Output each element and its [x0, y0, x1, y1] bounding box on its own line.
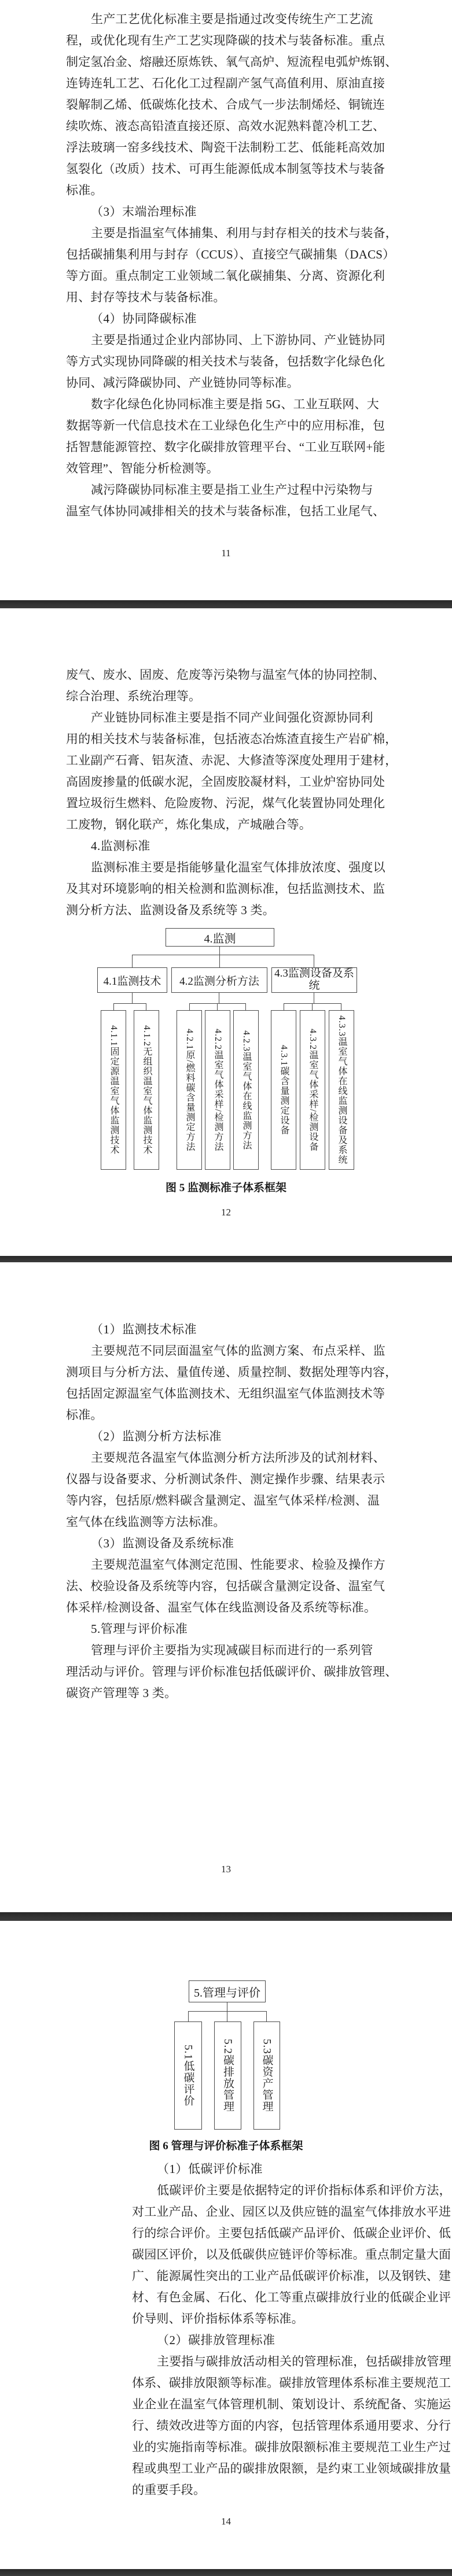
fig6-leaf-box: [174, 2021, 202, 2130]
connector-line: [219, 947, 220, 955]
text-line: 低碳评价主要是依据特定的评价指标体系和评价方法，: [157, 2183, 451, 2197]
fig6-leaf-label: 5.3碳资产管理: [260, 2039, 273, 2112]
fig5-leaf-label: 4.3.1碳含量测定设备: [279, 1045, 289, 1135]
text-line: 主要指与碳排放活动相关的管理标准，包括碳排放管理: [157, 2355, 451, 2368]
text-line: 废气、废水、固废、危废等污染物与温室气体的协同控制、: [66, 668, 385, 682]
text-line: 测分析方法、监测设备及系统等 3 类。: [66, 903, 275, 917]
text-line: 工废物，钢化联产，炼化集成，产城融合等。: [66, 818, 311, 831]
text-line: 减污降碳协同标准主要是指工业生产过程中污染物与: [91, 483, 373, 497]
text-line: 等内容，包括原/燃料碳含量测定、温室气体采样/检测、温: [66, 1494, 380, 1507]
page-number: 13: [221, 1864, 231, 1875]
text-line: 行、绩效改进等方面的内容，包括管理体系通用要求、分行: [132, 2419, 451, 2433]
connector-line: [219, 955, 220, 967]
text-line: 数据等新一代信息技术在工业绿色化生产中的应用标准，包: [66, 419, 385, 433]
text-line: 氢裂化（改质）技术、可再生能源低成本制氢等技术与装备: [66, 162, 385, 176]
page-13: [0, 1262, 452, 1912]
text-line: 数字化绿色化协同标准主要是指 5G、工业互联网、大: [91, 397, 379, 411]
text-line: 综合治理、系统治理等。: [66, 689, 201, 703]
text-line: 理活动与评价。管理与评价标准包括低碳评价、碳排放管理、: [66, 1665, 398, 1679]
connector-line: [188, 2011, 267, 2012]
page-14-text: [132, 2159, 452, 2501]
text-line: 包括固定源温室气体监测技术、无组织温室气体监测技术等: [66, 1387, 385, 1400]
page-separator: [0, 1912, 452, 1921]
text-line: 主要规范温室气体测定范围、性能要求、检验及操作方: [91, 1558, 385, 1572]
text-line: 监测标准主要是指能够量化温室气体排放浓度、强度以: [91, 860, 385, 874]
fig5-leaf-label: 4.3.3温室气体在线监测设备及系统: [337, 1015, 347, 1165]
text-line: （3）末端治理标准: [91, 205, 197, 219]
page-separator: [0, 1256, 452, 1262]
text-line: 浮法玻璃一窑多线技术、陶瓷干法制粉工艺、低能耗高效加: [66, 141, 385, 154]
text-line: 业企业在温室气体管理机制、策划设计、系统配备、实施运: [132, 2397, 451, 2411]
text-line: 主要是指温室气体捕集、利用与封存相关的技术与装备，: [91, 226, 398, 240]
fig5-leaf-label: 4.2.2温室气体采样/检测方法: [213, 1028, 223, 1152]
page-11-text: [66, 0, 398, 522]
figure-5-caption: 图 5 监测标准子体系框架: [165, 1182, 286, 1194]
fig5-root-box: 4.监测: [166, 928, 274, 947]
fig5-leaf-box: [134, 1010, 159, 1170]
text-line: 5.管理与评价标准: [91, 1622, 188, 1636]
connector-line: [284, 1003, 341, 1004]
page-separator: [0, 600, 452, 608]
text-line: （4）协同降碳标准: [91, 312, 197, 326]
text-line: （1）监测技术标准: [91, 1322, 197, 1336]
text-line: 室气体在线监测等方法标准。: [66, 1515, 226, 1529]
text-line: 材、有色金属、石化、化工等重点碳排放行业的低碳企业评: [132, 2290, 451, 2304]
text-line: （1）低碳评价标准: [157, 2162, 263, 2176]
text-line: 测项目与分析方法、量值传递、质量控制、数据处理等内容，: [66, 1365, 398, 1379]
text-line: 主要规范各温室气体监测分析方法所涉及的试剂材料、: [91, 1451, 385, 1465]
text-line: 高固废掺量的低碳水泥，全固废胶凝材料，工业炉窑协同处: [66, 775, 385, 789]
text-line: 温室气体协同减排相关的技术与装备标准，包括工业尾气、: [66, 504, 385, 518]
page-12-text: [66, 608, 398, 921]
fig6-root-box: 5.管理与评价: [189, 1980, 266, 2002]
connector-line: [217, 1003, 218, 1010]
text-line: 体系、碳排放限额等标准。碳排放管理体系标准主要规范工: [132, 2376, 451, 2390]
fig6-leaf-box: [253, 2021, 280, 2130]
text-line: （2）监测分析方法标准: [91, 1429, 222, 1443]
text-line: 协同、减污降碳协同、产业链协同等标准。: [66, 376, 299, 390]
connector-line: [113, 1003, 146, 1004]
figure-5-monitoring-tree: [0, 928, 452, 1170]
connector-line: [266, 2011, 267, 2021]
fig5-leaf-box: [205, 1010, 230, 1170]
fig5-leaf-box: [101, 1010, 126, 1170]
connector-line: [245, 1003, 246, 1010]
text-line: 标准。: [66, 183, 103, 197]
text-line: （3）监测设备及系统标准: [91, 1536, 234, 1550]
page-12: [0, 608, 452, 1256]
fig5-leaf-box: [271, 1010, 296, 1170]
fig5-leaf-label: 4.1.1固定源温室气体监测技术: [109, 1025, 119, 1155]
fig5-leaf-label: 4.1.2无组织温室气体监测技术: [142, 1025, 152, 1155]
page-11: [0, 0, 452, 600]
page-14: [0, 1921, 452, 2569]
text-line: 产业链协同标准主要是指不同产业间强化资源协同利: [91, 711, 373, 725]
fig5-leaf-label: 4.2.1原/燃料碳含量测定方法: [185, 1028, 194, 1152]
text-line: 仪器与设备要求、分析测试条件、测定操作步骤、结果表示: [66, 1472, 385, 1486]
text-line: 主要规范不同层面温室气体的监测方案、布点采样、监: [91, 1344, 385, 1358]
page-number: 14: [221, 2516, 231, 2527]
fig5-leaf-box: [177, 1010, 202, 1170]
text-line: 体采样/检测设备、温室气体在线监测设备及系统等标准。: [66, 1601, 377, 1614]
text-line: 管理与评价主要指为实现减碳目标而进行的一系列管: [91, 1643, 373, 1657]
connector-line: [132, 955, 133, 967]
page-13-text: [66, 1262, 398, 1704]
connector-line: [189, 1003, 190, 1010]
page-number: 12: [221, 1207, 231, 1218]
fig5-leaf-box: [233, 1010, 259, 1170]
connector-line: [113, 1003, 114, 1010]
text-line: 程或典型工业产品的碳排放限额，是约束工业领域碳排放量: [132, 2462, 451, 2475]
connector-line: [189, 1003, 246, 1004]
connector-line: [188, 2011, 189, 2021]
text-line: 价导则、评价指标体系等标准。: [132, 2312, 304, 2326]
text-line: 业的实施指南等标准。碳排放限额标准主要规范工业生产过: [132, 2440, 451, 2454]
text-line: 对工业产品、企业、园区以及供应链的温室气体排放水平进: [132, 2205, 451, 2219]
fig6-leaf-box: [214, 2021, 241, 2130]
text-line: （2）碳排放管理标准: [157, 2333, 275, 2347]
fig5-branch-box: 4.2监测分析方法: [171, 967, 267, 993]
figure-6-caption: 图 6 管理与评价标准子体系框架: [149, 2140, 303, 2152]
text-line: 工业副产石膏、铝灰渣、赤泥、大修渣等深度处理用于建材，: [66, 753, 398, 767]
text-line: 生产工艺优化标准主要是指通过改变传统生产工艺流: [91, 12, 373, 26]
fig5-branch-box: 4.1监测技术: [97, 967, 167, 993]
text-line: 的重要手段。: [132, 2483, 206, 2497]
text-line: 包括碳捕集利用与封存（CCUS）、直接空气碳捕集（DACS）: [66, 247, 395, 261]
text-line: 行的综合评价。主要包括低碳产品评价、低碳企业评价、低: [132, 2226, 451, 2240]
connector-line: [312, 1003, 313, 1010]
page-number: 11: [221, 548, 231, 559]
figure-6-management-tree: [0, 1980, 452, 2130]
fig5-leaf-box: [300, 1010, 325, 1170]
text-line: 用、封存等技术与装备标准。: [66, 290, 226, 304]
text-line: 括智慧能源管控、数字化碳排放管理平台、“工业互联网+能: [66, 440, 385, 454]
text-line: 碳园区评价，以及低碳供应链评价等标准。重点制定量大面: [132, 2248, 451, 2261]
text-line: 等方式实现协同降碳的相关技术与装备，包括数字化绿色化: [66, 354, 385, 368]
text-line: 效管理”、智能分析检测等。: [66, 461, 219, 475]
text-line: 碳资产管理等 3 类。: [66, 1686, 177, 1700]
text-line: 程，或优化现有生产工艺实现降碳的技术与装备标准。重点: [66, 34, 385, 47]
text-line: 广、能源属性突出的工业产品低碳评价标准，以及钢铁、建: [132, 2269, 451, 2283]
fig5-branch-box: 4.3监测设备及系统: [271, 967, 357, 993]
text-line: 制定氢冶金、熔融还原炼铁、氧气高炉、短流程电弧炉炼钢、: [66, 55, 398, 69]
text-line: 裂解制乙烯、低碳炼化技术、合成气一步法制烯烃、铜锍连: [66, 98, 385, 112]
text-line: 标准。: [66, 1408, 103, 1422]
connector-line: [132, 993, 133, 1003]
text-line: 及其对环境影响的相关检测和监测标准，包括监测技术、监: [66, 882, 385, 896]
fig6-leaf-label: 5.2碳排放管理: [222, 2039, 234, 2112]
fig5-leaf-label: 4.3.2温室气体采样/检测设备: [308, 1028, 318, 1152]
text-line: 续吹炼、液态高铅渣直接还原、高效水泥熟料蓖冷机工艺、: [66, 119, 385, 133]
fig5-leaf-box: [329, 1010, 354, 1170]
text-line: 4.监测标准: [91, 839, 150, 853]
fig6-leaf-label: 5.1低碳评价: [182, 2045, 194, 2106]
page-separator: [0, 2569, 452, 2576]
text-line: 法、校验设备及系统等内容，包括碳含量测定设备、温室气: [66, 1579, 385, 1593]
text-line: 主要是指通过企业内部协同、上下游协同、产业链协同: [91, 333, 385, 347]
text-line: 等方面。重点制定工业领域二氧化碳捕集、分离、资源化利: [66, 269, 385, 283]
text-line: 用的相关技术与装备标准，包括液态冶炼渣直接生产岩矿棉，: [66, 732, 398, 746]
text-line: 置垃圾衍生燃料、危险废物、污泥，煤气化装置协同处理化: [66, 796, 385, 810]
fig5-leaf-label: 4.2.3温室气体在线监测方法: [241, 1030, 251, 1150]
text-line: 连铸连轧工艺、石化化工过程副产氢气高值利用、原油直接: [66, 76, 385, 90]
